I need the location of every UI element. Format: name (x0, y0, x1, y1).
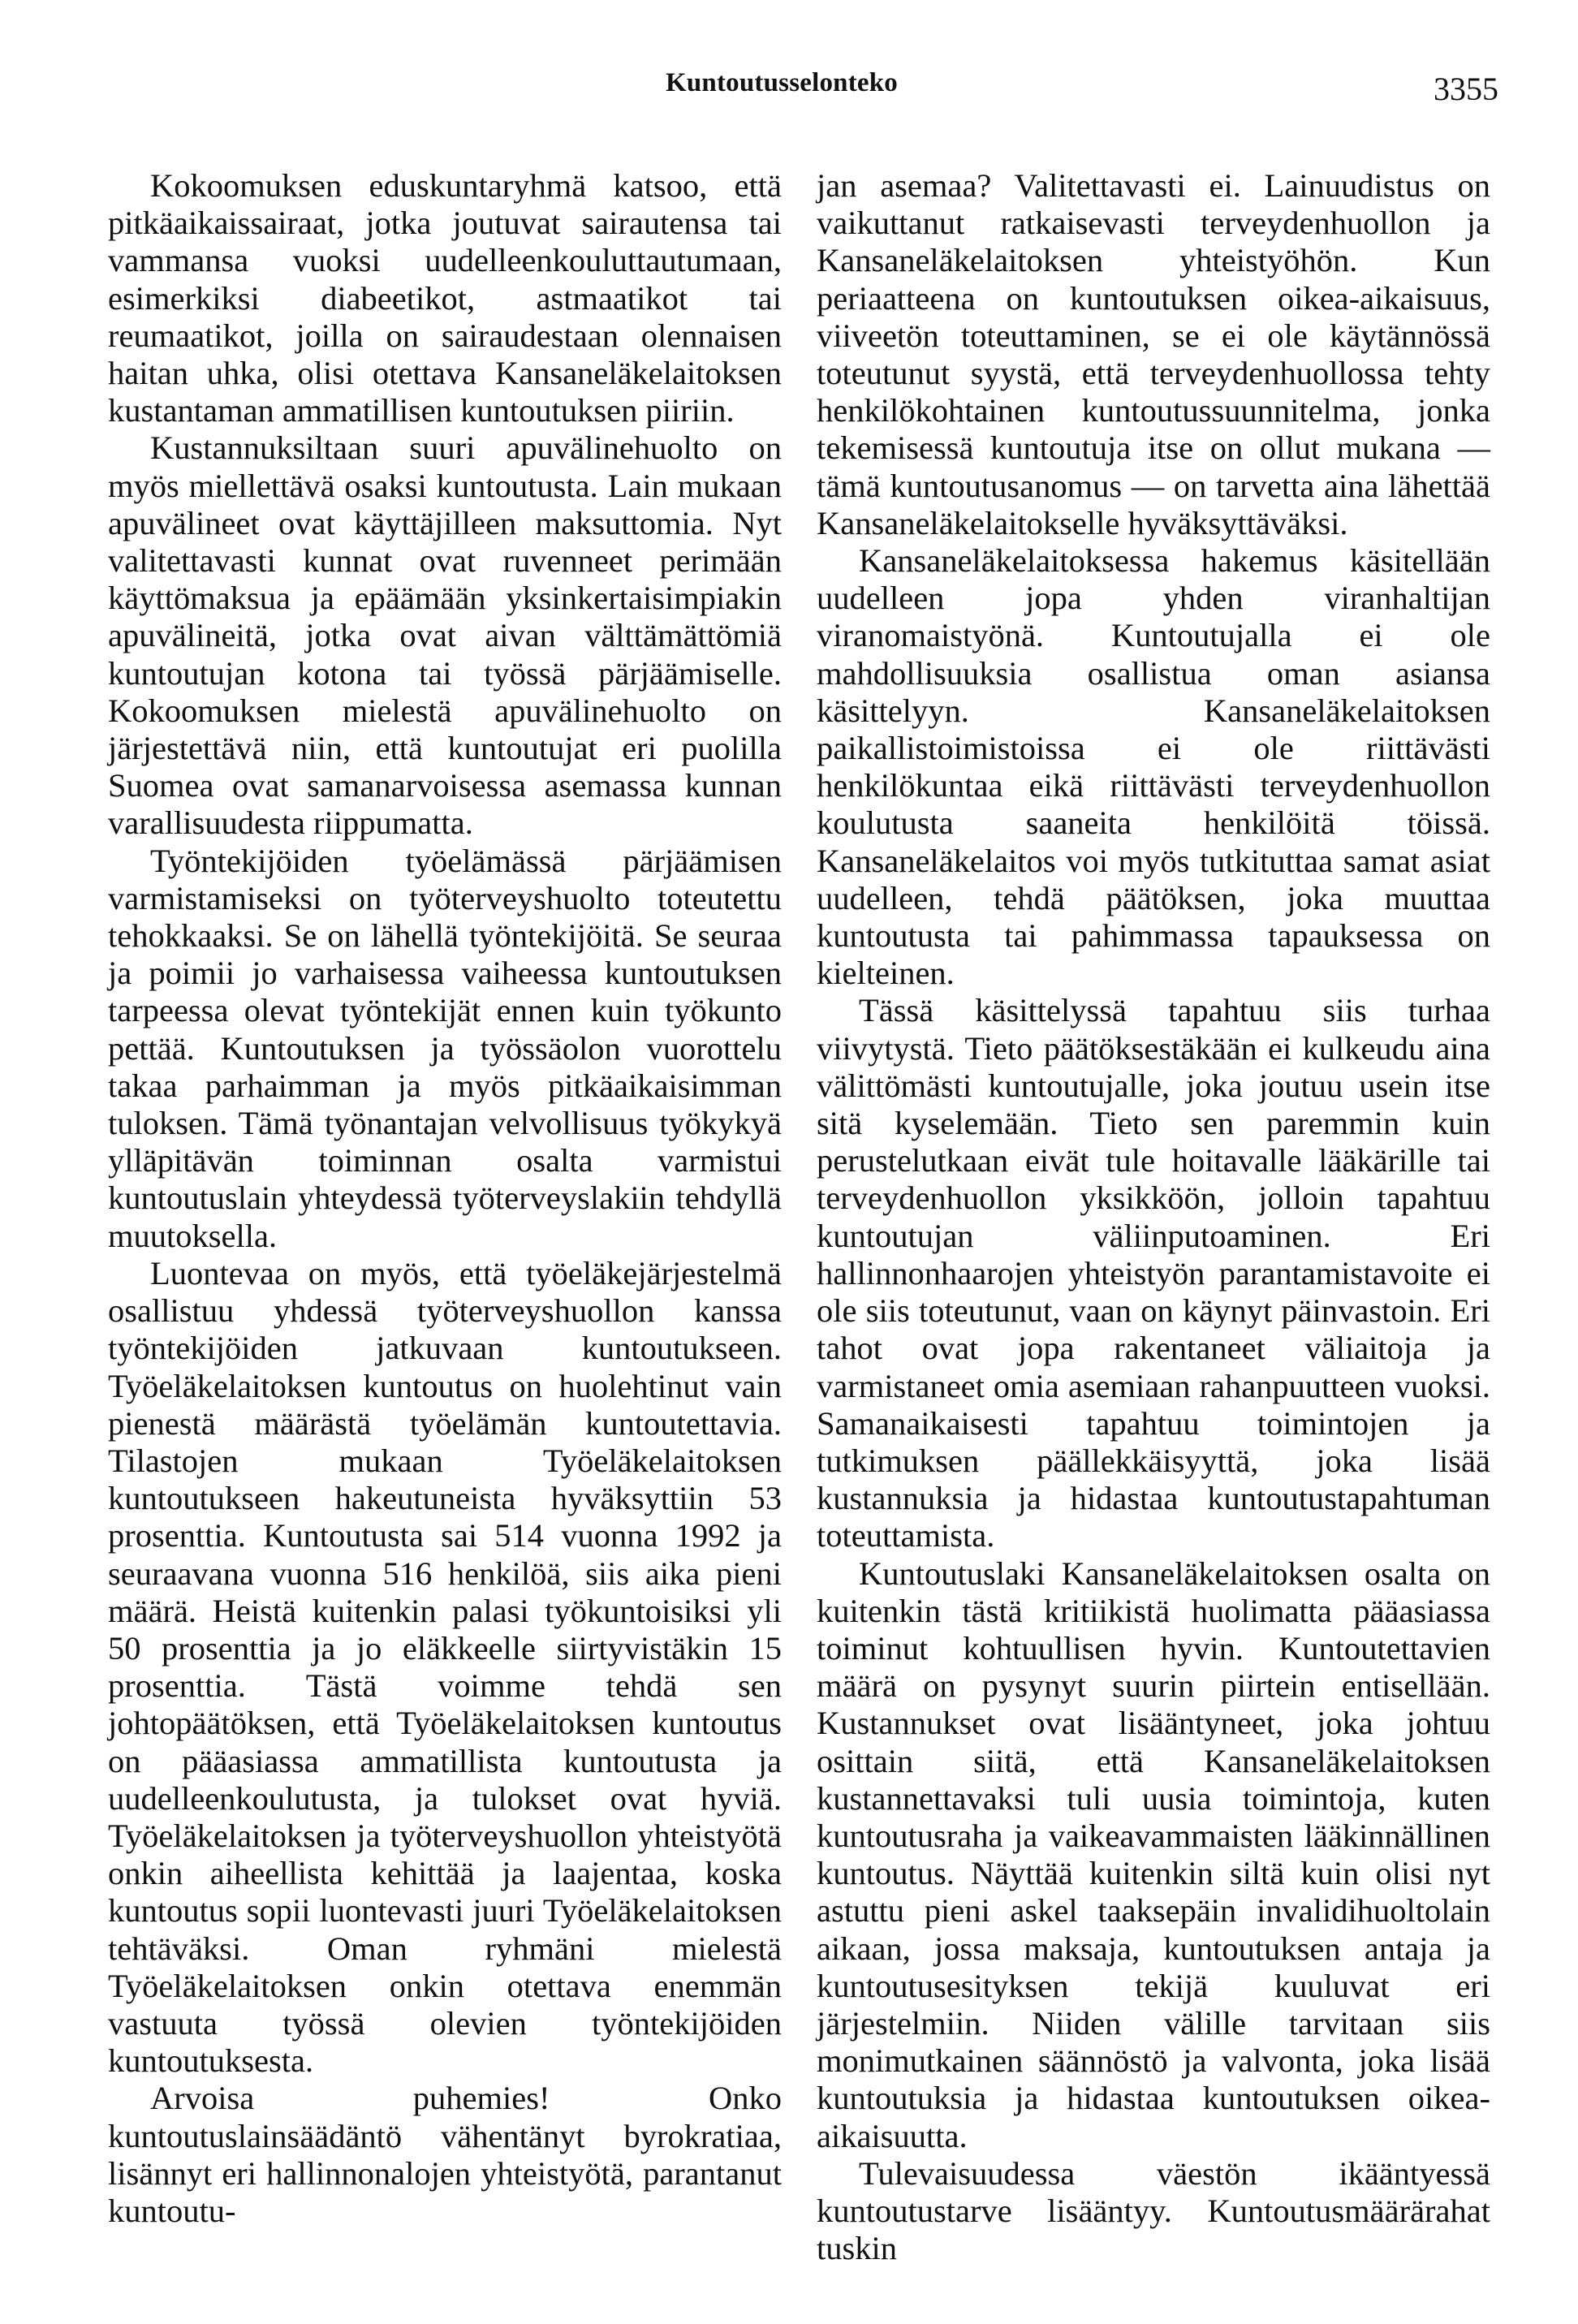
paragraph: Kansaneläkelaitoksessa hakemus käsitellään uudelleen jopa yhden viranhaltijan viranomaistyönä. Kuntoutujalla ei ole mahdollisuuksia osallistua oman asiansa käsittelyyn. Kansaneläkelaitoksen paikallistoimistoissa ei ole riittävästi henkilökuntaa eikä riittävästi terveydenhuollon koulutusta saaneita henkilöitä töissä. Kansaneläkelaitos voi myös tutkituttaa samat asiat uudelleen, tehdä päätöksen, joka muuttaa kuntoutusta tai pahimmassa tapauksessa on kielteinen. (817, 542, 1490, 992)
paragraph: Kokoomuksen eduskuntaryhmä katsoo, että pitkäaikaissairaat, jotka joutuvat sairautensa tai vammansa vuoksi uudelleenkouluttautumaan, esimerkiksi diabeetikot, astmaatikot tai reumaatikot, joilla on sairaudestaan olennaisen haitan uhka, olisi otettava Kansaneläkelaitoksen kustantaman ammatillisen kuntoutuksen piiriin. (108, 167, 782, 429)
paragraph: Kuntoutuslaki Kansaneläkelaitoksen osalta on kuitenkin tästä kritiikistä huolimatta pääasiassa toiminut kohtuullisen hyvin. Kuntoutettavien määrä on pysynyt suurin piirtein entisellään. Kustannukset ovat lisääntyneet, joka johtuu osittain siitä, että Kansaneläkelaitoksen kustannettavaksi tuli uusia toimintoja, kuten kuntoutusraha ja vaikeavammaisten lääkinnällinen kuntoutus. Näyttää kuitenkin siltä kuin olisi nyt astuttu pieni askel taaksepäin invalidihuoltolain aikaan, jossa maksaja, kuntoutuksen antaja ja kuntoutusesityksen tekijä kuuluvat eri järjestelmiin. Niiden välille tarvitaan siis monimutkainen säännöstö ja valvonta, joka lisää kuntoutuksia ja hidastaa kuntoutuksen oikea-aikaisuutta. (817, 1554, 1490, 2154)
right-column (817, 167, 1490, 2267)
paragraph: Kustannuksiltaan suuri apuvälinehuolto on myös miellettävä osaksi kuntoutusta. Lain mukaan apuvälineet ovat käyttäjilleen maksuttomia. Nyt valitettavasti kunnat ovat ruvenneet perimään käyttömaksua ja epäämään yksinkertaisimpiakin apuvälineitä, jotka ovat aivan välttämättömiä kuntoutujan kotona tai työssä pärjäämiselle. Kokoomuksen mielestä apuvälinehuolto on järjestettävä niin, että kuntoutujat eri puolilla Suomea ovat samanarvoisessa asemassa kunnan varallisuudesta riippumatta. (108, 429, 782, 842)
paragraph: Työntekijöiden työelämässä pärjäämisen varmistamiseksi on työterveyshuolto toteutettu tehokkaaksi. Se on lähellä työntekijöitä. Se seuraa ja poimii jo varhaisessa vaiheessa kuntoutuksen tarpeessa olevat työntekijät ennen kuin työkunto pettää. Kuntoutuksen ja työssäolon vuorottelu takaa parhaimman ja myös pitkäaikaisimman tuloksen. Tämä työnantajan velvollisuus työkykyä ylläpitävän toiminnan osalta varmistui kuntoutuslain yhteydessä työterveyslakiin tehdyllä muutoksella. (108, 842, 782, 1254)
paragraph: Arvoisa puhemies! Onko kuntoutuslainsäädäntö vähentänyt byrokratiaa, lisännyt eri hallinnonalojen yhteistyötä, parantanut kuntoutu- (108, 2080, 782, 2229)
paragraph: Tässä käsittelyssä tapahtuu siis turhaa viivytystä. Tieto päätöksestäkään ei kulkeudu aina välittömästi kuntoutujalle, joka joutuu usein itse sitä kyselemään. Tieto sen paremmin kuin perustelutkaan eivät tule hoitavalle lääkärille tai terveydenhuollon yksikköön, jolloin tapahtuu kuntoutujan väliinputoaminen. Eri hallinnonhaarojen yhteistyön parantamistavoite ei ole siis toteutunut, vaan on käynyt päinvastoin. Eri tahot ovat jopa rakentaneet väliaitoja ja varmistaneet omia asemiaan rahanpuutteen vuoksi. Samanaikaisesti tapahtuu toimintojen ja tutkimuksen päällekkäisyyttä, joka lisää kustannuksia ja hidastaa kuntoutustapahtuman toteuttamista. (817, 992, 1490, 1554)
page-number: 3355 (1434, 71, 1498, 107)
left-column (108, 167, 782, 2230)
running-header-title: Kuntoutusselonteko (666, 68, 899, 97)
paragraph-continued: jan asemaa? Valitettavasti ei. Lainuudistus on vaikuttanut ratkaisevasti terveydenhuollon ja Kansaneläkelaitoksen yhteistyöhön. Kun periaatteena on kuntoutuksen oikea-aikaisuus, viiveetön toteuttaminen, se ei ole käytännössä toteutunut syystä, että terveydenhuollossa tehty henkilökohtainen kuntoutussuunnitelma, jonka tekemisessä kuntoutuja itse on ollut mukana — tämä kuntoutusanomus — on tarvetta aina lähettää Kansaneläkelaitokselle hyväksyttäväksi. (817, 167, 1490, 541)
paragraph: Luontevaa on myös, että työeläkejärjestelmä osallistuu yhdessä työterveyshuollon kanssa työntekijöiden jatkuvaan kuntoutukseen. Työeläkelaitoksen kuntoutus on huolehtinut vain pienestä määrästä työelämän kuntoutettavia. Tilastojen mukaan Työeläkelaitoksen kuntoutukseen hakeutuneista hyväksyttiin 53 prosenttia. Kuntoutusta sai 514 vuonna 1992 ja seuraavana vuonna 516 henkilöä, siis aika pieni määrä. Heistä kuitenkin palasi työkuntoisiksi yli 50 prosenttia ja jo eläkkeelle siirtyvistäkin 15 prosenttia. Tästä voimme tehdä sen johtopäätöksen, että Työeläkelaitoksen kuntoutus on pääasiassa ammatillista kuntoutusta ja uudelleenkoulutusta, ja tulokset ovat hyviä. Työeläkelaitoksen ja työterveyshuollon yhteistyötä onkin aiheellista kehittää ja laajentaa, koska kuntoutus sopii luontevasti juuri Työeläkelaitoksen tehtäväksi. Oman ryhmäni mielestä Työeläkelaitoksen onkin otettava enemmän vastuuta työssä olevien työntekijöiden kuntoutuksesta. (108, 1254, 782, 2080)
paragraph: Tulevaisuudessa väestön ikääntyessä kuntoutustarve lisääntyy. Kuntoutusmäärärahat tuskin (817, 2154, 1490, 2267)
